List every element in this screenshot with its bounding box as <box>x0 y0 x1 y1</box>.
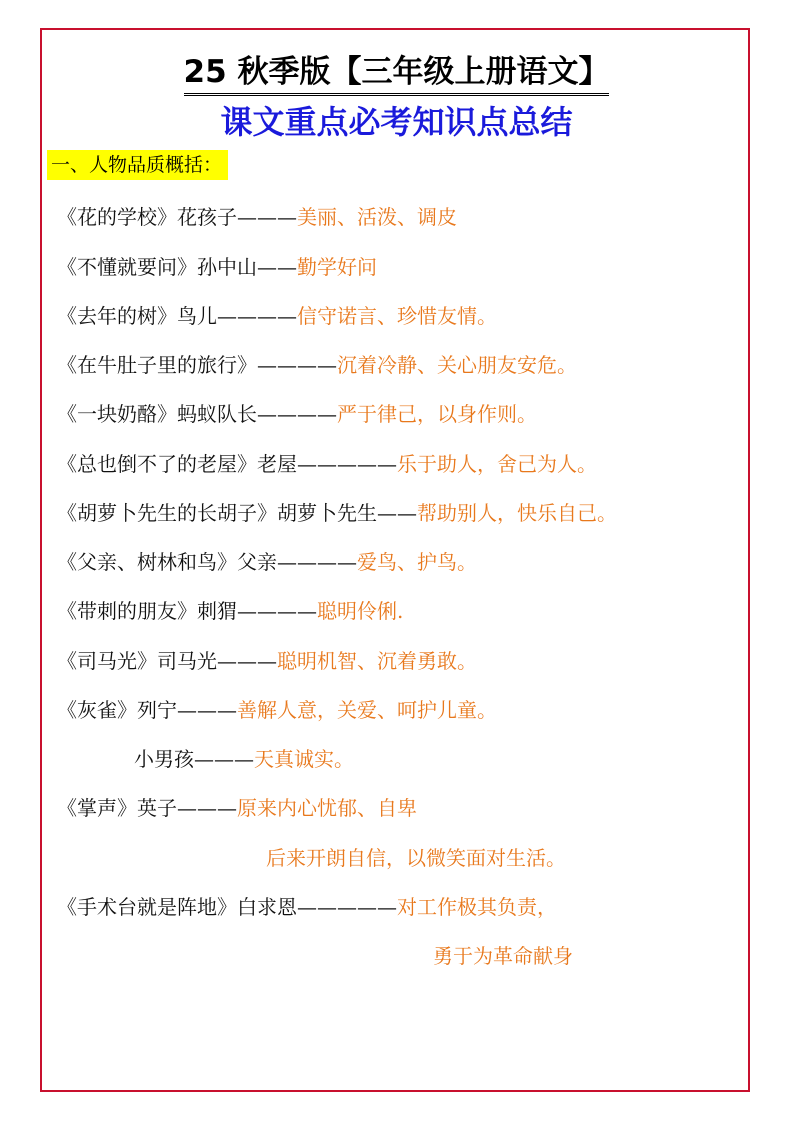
list-item <box>57 596 403 626</box>
list-item <box>57 301 497 331</box>
list-item <box>57 350 577 380</box>
item-trait: 帮助别人，快乐自己。 <box>417 501 617 525</box>
section-heading: 一、人物品质概括： <box>47 150 228 180</box>
item-trait: 善解人意，关爱、呵护儿童。 <box>237 698 497 722</box>
list-item <box>57 793 417 823</box>
item-lead: 《总也倒不了的老屋》老屋————— <box>57 452 397 476</box>
item-lead: 《不懂就要问》孙中山—— <box>57 255 297 279</box>
list-item <box>57 547 477 577</box>
item-trait: 原来内心忧郁、自卑 <box>237 796 417 820</box>
list-item <box>57 399 537 429</box>
item-lead: 《一块奶酪》蚂蚁队长———— <box>57 402 337 426</box>
item-trait: 爱鸟、护鸟。 <box>357 550 477 574</box>
list-item <box>57 449 597 479</box>
list-item <box>57 695 497 725</box>
list-item <box>57 252 377 282</box>
list-item <box>134 744 354 774</box>
item-lead: 《父亲、树林和鸟》父亲———— <box>57 550 357 574</box>
item-trait: 后来开朗自信，以微笑面对生活。 <box>266 846 566 870</box>
item-trait: 勇于为革命献身 <box>433 944 573 968</box>
item-lead: 《灰雀》列宁——— <box>57 698 237 722</box>
item-lead: 《胡萝卜先生的长胡子》胡萝卜先生—— <box>57 501 417 525</box>
list-item <box>57 202 457 232</box>
item-trait: 严于律己，以身作则。 <box>337 402 537 426</box>
page-title-text: 25 秋季版【三年级上册语文】 <box>184 52 610 96</box>
item-lead: 《去年的树》鸟儿———— <box>57 304 297 328</box>
item-trait: 对工作极其负责， <box>397 895 557 919</box>
list-item <box>57 892 557 922</box>
item-lead: 《手术台就是阵地》白求恩————— <box>57 895 397 919</box>
item-lead: 《司马光》司马光——— <box>57 649 277 673</box>
page-subtitle: 课文重点必考知识点总结 <box>220 103 573 141</box>
item-trait: 勤学好问 <box>297 255 377 279</box>
item-trait: 天真诚实。 <box>254 747 354 771</box>
list-item <box>57 498 617 528</box>
list-item <box>57 646 477 676</box>
list-item <box>266 843 566 873</box>
item-lead: 《带刺的朋友》刺猬———— <box>57 599 317 623</box>
item-trait: 沉着冷静、关心朋友安危。 <box>337 353 577 377</box>
item-trait: 美丽、活泼、调皮 <box>297 205 457 229</box>
item-lead: 小男孩——— <box>134 747 254 771</box>
item-lead: 《掌声》英子——— <box>57 796 237 820</box>
item-lead: 《花的学校》花孩子——— <box>57 205 297 229</box>
list-item <box>433 941 573 971</box>
item-trait: 乐于助人，舍己为人。 <box>397 452 597 476</box>
item-trait: 聪明机智、沉着勇敢。 <box>277 649 477 673</box>
item-trait: 信守诺言、珍惜友情。 <box>297 304 497 328</box>
item-lead: 《在牛肚子里的旅行》———— <box>57 353 337 377</box>
item-trait: 聪明伶俐. <box>317 599 404 623</box>
